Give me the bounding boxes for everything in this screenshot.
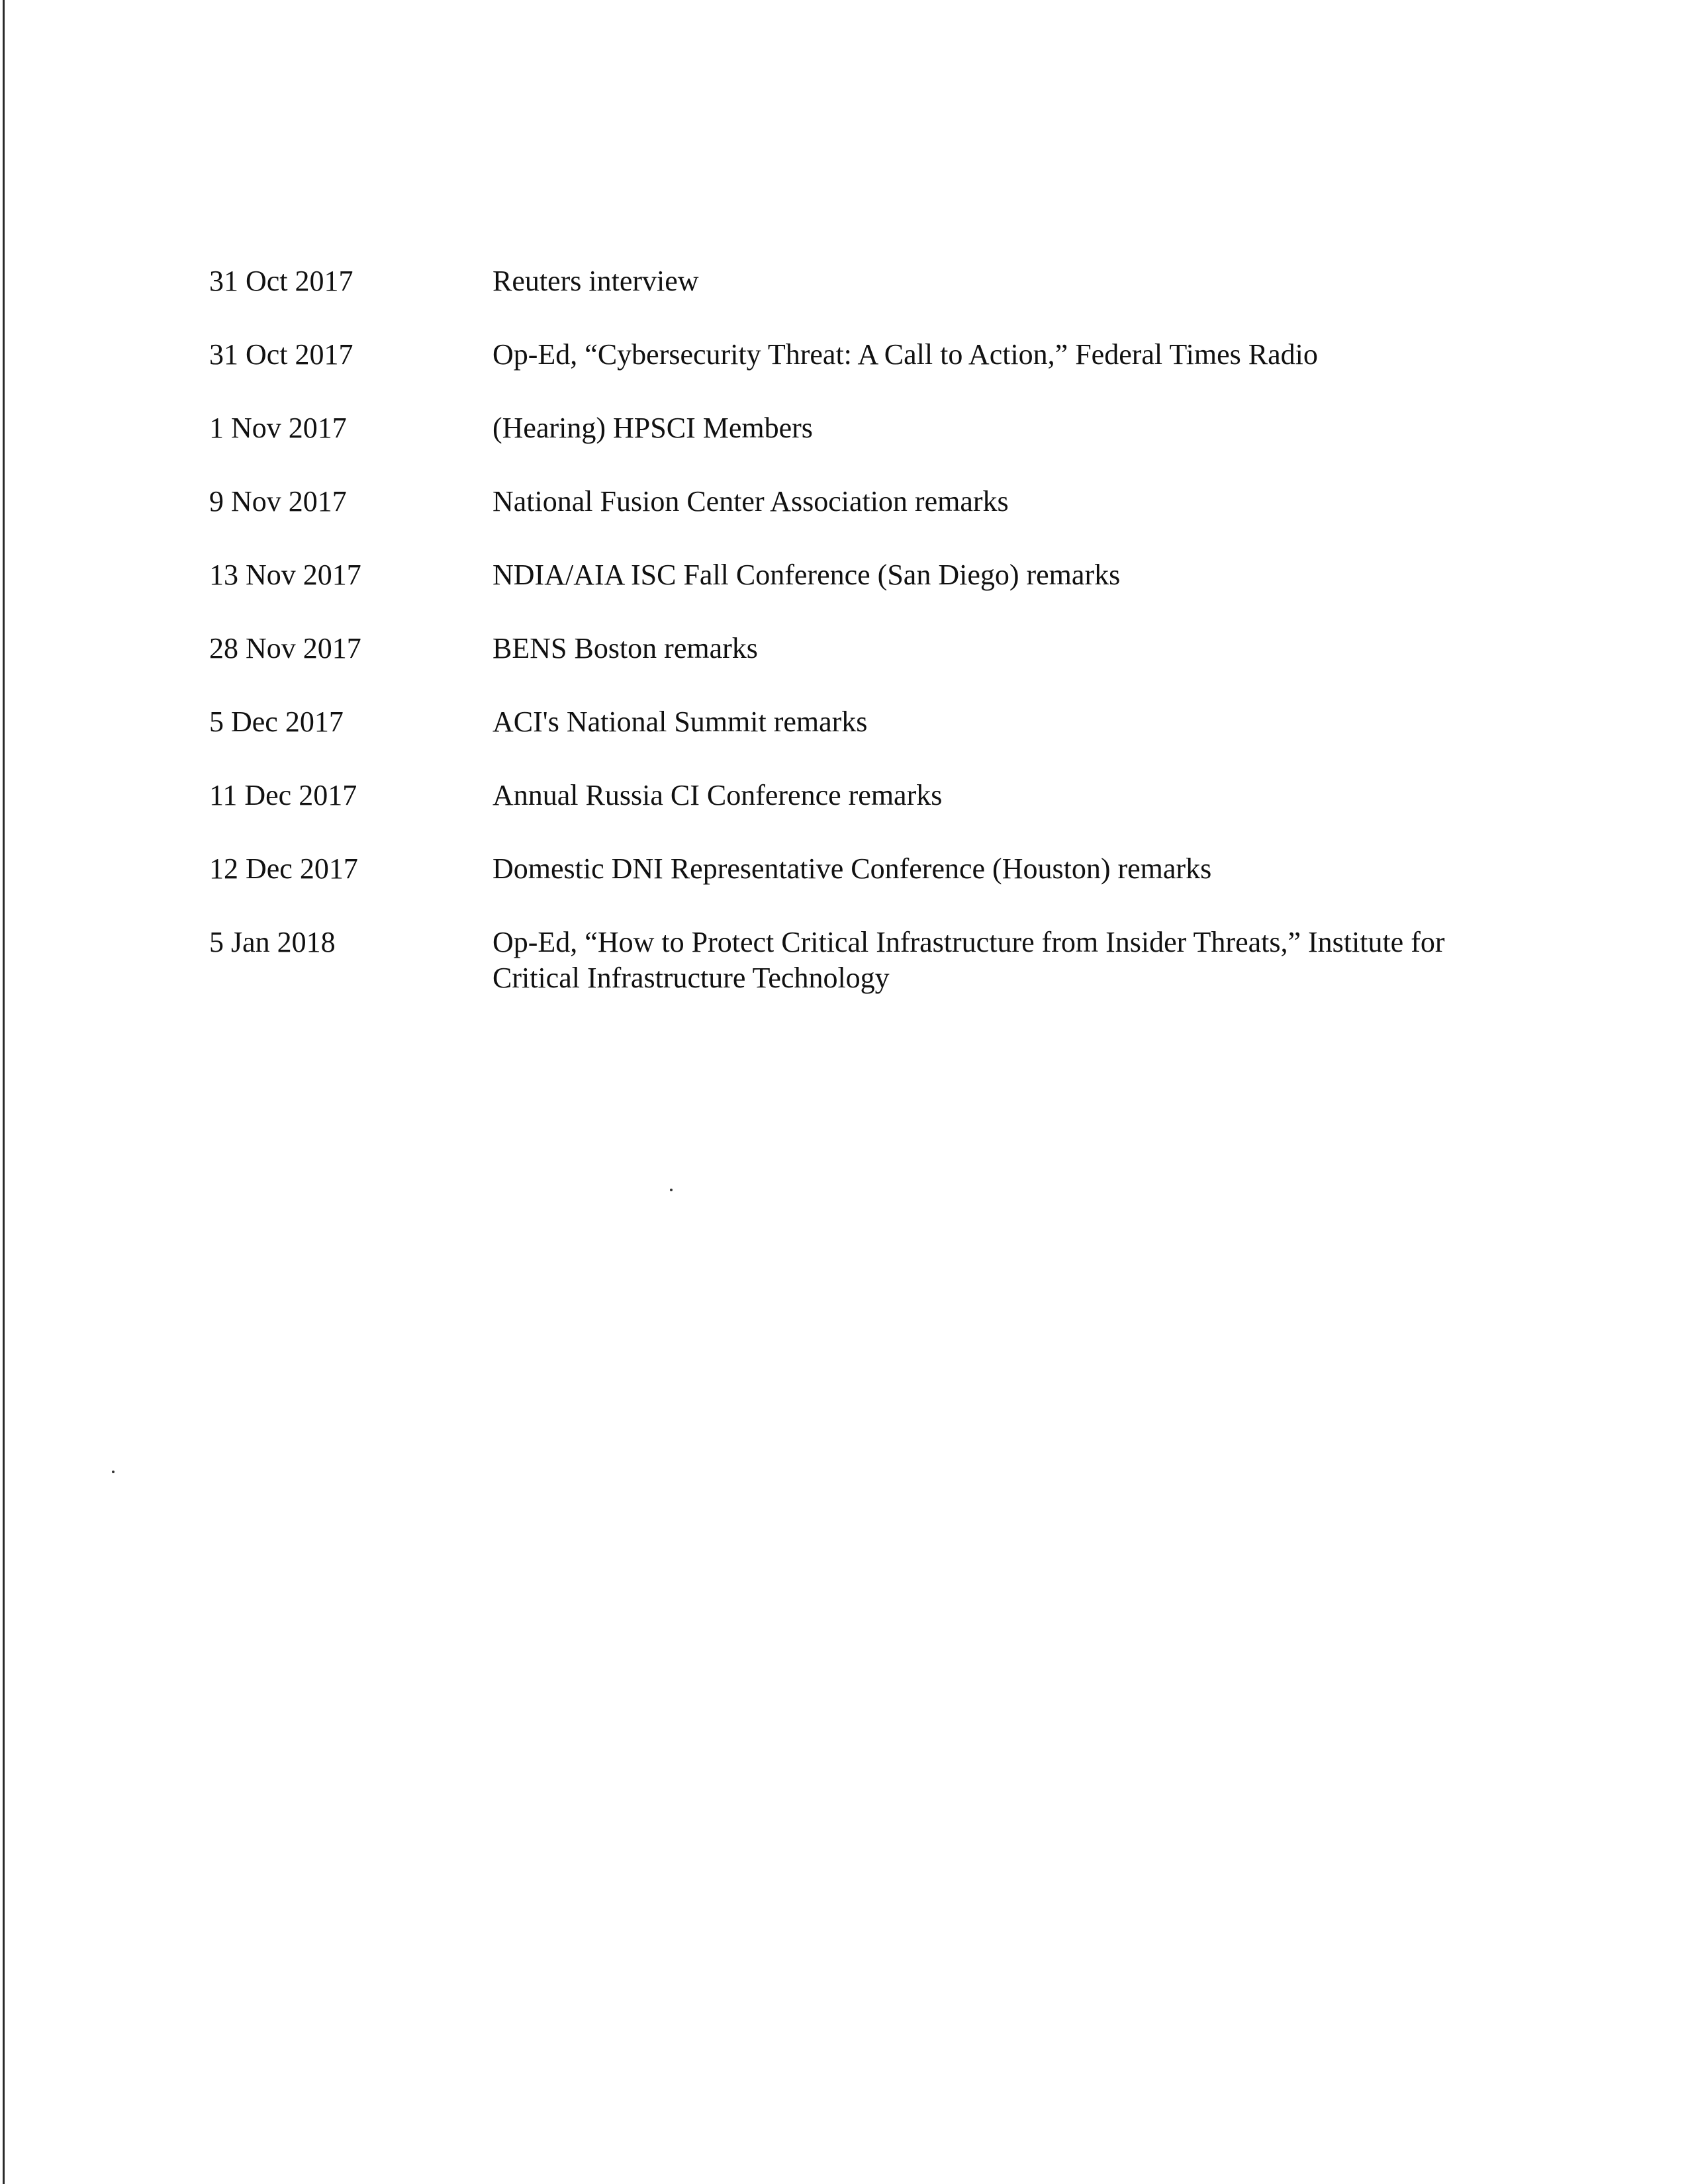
scan-edge-line bbox=[3, 0, 5, 2184]
event-description: NDIA/AIA ISC Fall Conference (San Diego) remarks bbox=[492, 559, 1121, 591]
event-entry bbox=[209, 925, 1533, 996]
event-entry bbox=[209, 778, 1533, 813]
event-date: 9 Nov 2017 bbox=[209, 485, 347, 518]
event-description: (Hearing) HPSCI Members bbox=[492, 412, 813, 444]
event-description: Domestic DNI Representative Conference (Houston) remarks bbox=[492, 852, 1212, 885]
event-list bbox=[209, 263, 1533, 1034]
event-date: 28 Nov 2017 bbox=[209, 632, 361, 664]
event-description: BENS Boston remarks bbox=[492, 632, 758, 664]
event-entry bbox=[209, 557, 1533, 593]
event-date: 31 Oct 2017 bbox=[209, 338, 353, 371]
event-date: 1 Nov 2017 bbox=[209, 412, 347, 444]
event-date: 12 Dec 2017 bbox=[209, 852, 358, 885]
event-entry bbox=[209, 484, 1533, 520]
scan-speck bbox=[112, 1471, 115, 1473]
event-description: National Fusion Center Association remarks bbox=[492, 485, 1009, 518]
event-date: 11 Dec 2017 bbox=[209, 779, 357, 811]
event-date: 5 Jan 2018 bbox=[209, 926, 336, 958]
event-entry bbox=[209, 263, 1533, 299]
event-entry bbox=[209, 337, 1533, 373]
event-date: 13 Nov 2017 bbox=[209, 559, 361, 591]
event-entry bbox=[209, 631, 1533, 666]
scan-speck bbox=[670, 1189, 673, 1191]
event-description: Annual Russia CI Conference remarks bbox=[492, 779, 943, 811]
event-date: 31 Oct 2017 bbox=[209, 265, 353, 297]
event-date: 5 Dec 2017 bbox=[209, 705, 344, 738]
event-entry bbox=[209, 410, 1533, 446]
event-description: ACI's National Summit remarks bbox=[492, 705, 868, 738]
event-description: Op-Ed, “How to Protect Critical Infrastructure from Insider Threats,” Institute for Critical Infrastructure Technology bbox=[492, 926, 1445, 994]
event-entry bbox=[209, 704, 1533, 740]
event-description: Op-Ed, “Cybersecurity Threat: A Call to Action,” Federal Times Radio bbox=[492, 338, 1318, 371]
event-description: Reuters interview bbox=[492, 265, 699, 297]
event-entry bbox=[209, 851, 1533, 887]
